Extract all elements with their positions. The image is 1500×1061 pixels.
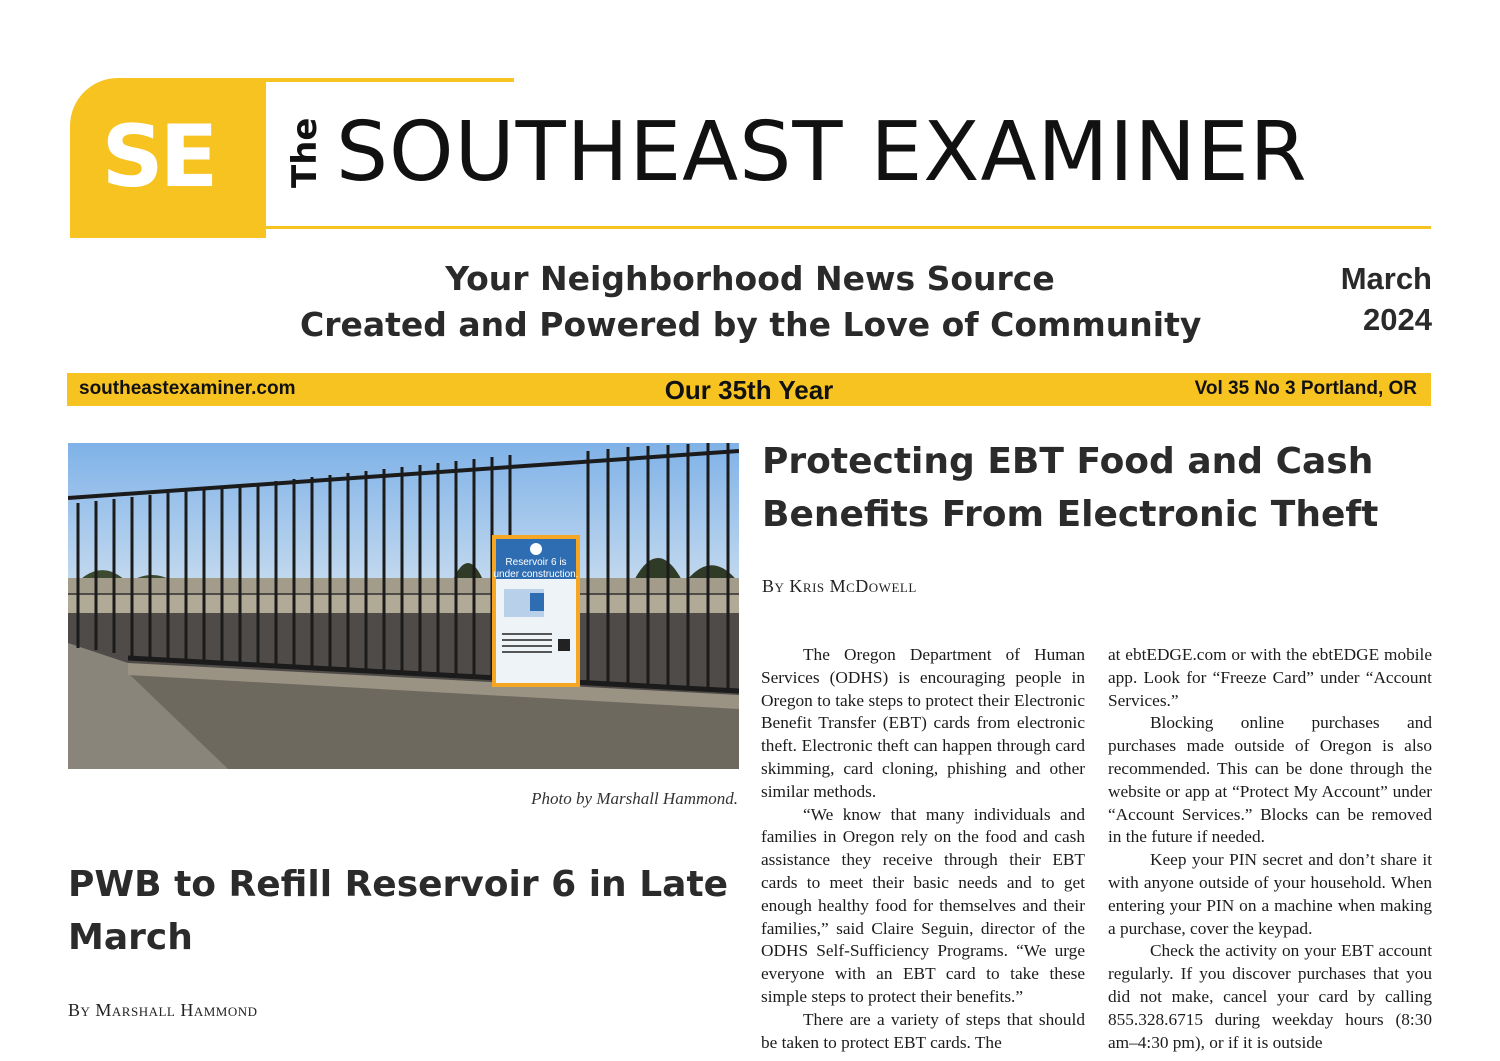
- masthead-the: The: [285, 117, 325, 188]
- left-article-headline: PWB to Refill Reservoir 6 in Late March: [68, 864, 729, 958]
- article-paragraph-continued: at ebtEDGE.com or with the ebtEDGE mobile app. Look for “Freeze Card” under “Account Services.”: [1108, 645, 1432, 710]
- article-paragraph: Keep your PIN secret and don’t share it with anyone outside of your household. When entering your PIN on a machine when making a purchase, cover the keypad.: [1108, 850, 1432, 938]
- volume-issue: Vol 35 No 3 Portland, OR: [1194, 378, 1417, 399]
- anniversary-text: Our 35th Year: [664, 375, 834, 405]
- masthead-title: SOUTHEAST EXAMINER: [336, 105, 1308, 200]
- right-article-byline: By Kris McDowell: [762, 576, 917, 596]
- article-paragraph: The Oregon Department of Human Services (ODHS) is encouraging people in Oregon to take steps to protect their Electronic Benefit Transfer (EBT) cards from electronic theft. Electronic theft can happen through card skimming, card cloning, phishing and other similar methods.: [761, 645, 1085, 801]
- info-bar: [67, 373, 1431, 406]
- logo-mark: SE: [101, 107, 215, 207]
- website-url: southeastexaminer.com: [79, 378, 296, 399]
- issue-month: March: [1340, 261, 1432, 296]
- photo-caption: Photo by Marshall Hammond.: [531, 789, 738, 808]
- left-article-byline: By Marshall Hammond: [68, 1000, 258, 1020]
- masthead-rule: [266, 226, 1431, 229]
- article-paragraph: Blocking online purchases and purchases made outside of Oregon is also recommended. This can be done through the website or app at “Protect My Account” under “Account Services.” Blocks can be removed in the future if needed.: [1108, 713, 1432, 847]
- tagline-line-1: Your Neighborhood News Source: [445, 259, 1055, 298]
- issue-year: 2024: [1363, 302, 1432, 337]
- reservoir-photo: [68, 443, 739, 769]
- article-paragraph: Check the activity on your EBT account regularly. If you discover purchases that you did not make, cancel your card by calling 855.328.6715 during weekday hours (8:30 am–4:30 pm), or if it is outside: [1108, 941, 1432, 1052]
- article-paragraph: There are a variety of steps that should be taken to protect EBT cards. The: [761, 1009, 1085, 1052]
- right-article-headline: Protecting EBT Food and Cash Benefits From Electronic Theft: [762, 441, 1379, 535]
- logo-top-rule: [230, 78, 514, 82]
- article-paragraph: “We know that many individuals and families in Oregon rely on the food and cash assistance they receive through their EBT cards to meet their basic needs and to get enough healthy food for themselves and their families,” said Claire Seguin, director of the ODHS Self-Sufficiency Programs. “We urge everyone with an EBT card to take these simple steps to protect their benefits.”: [761, 804, 1085, 1006]
- tagline-line-2: Created and Powered by the Love of Community: [300, 305, 1202, 344]
- article-column-2: [1108, 644, 1432, 1061]
- sign-text-line-1: Reservoir 6 is: [505, 557, 567, 568]
- reservoir-fence-illustration: [68, 443, 739, 769]
- sign-text-line-2: under construction.: [493, 569, 579, 580]
- article-column-1: [761, 644, 1085, 1061]
